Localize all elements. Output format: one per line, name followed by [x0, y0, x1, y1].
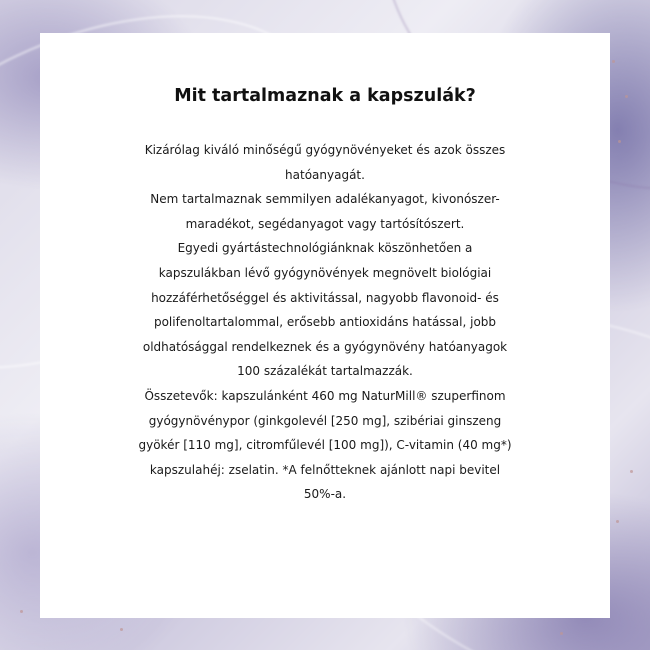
body-line: Nem tartalmaznak semmilyen adalékanyagot, kivonószer-: [150, 192, 500, 207]
body-line: maradékot, segédanyagot vagy tartósítószert.: [185, 216, 465, 231]
card-body: [46, 138, 604, 507]
body-line: gyógynövénypor (ginkgolevél [250 mg], szibériai ginszeng: [148, 413, 502, 428]
body-line: 100 százalékát tartalmazzák.: [237, 364, 413, 379]
glitter-dot: [616, 520, 619, 523]
info-card: [40, 33, 610, 618]
glitter-dot: [20, 610, 23, 613]
body-line: Kizárólag kiváló minőségű gyógynövényeket és azok összes: [144, 143, 506, 157]
body-line: kapszulahéj: zselatin. *A felnőtteknek ajánlott napi bevitel: [149, 462, 501, 477]
card-title: Mit tartalmaznak a kapszulák?: [174, 86, 476, 106]
body-line: hatóanyagát.: [285, 167, 365, 182]
glitter-dot: [630, 470, 633, 473]
body-line: Egyedi gyártástechnológiánknak köszönhetően a: [177, 241, 473, 256]
glitter-dot: [625, 95, 628, 98]
glitter-dot: [560, 632, 563, 635]
body-line: Összetevők: kapszulánként 460 mg NaturMill® szuperfinom: [144, 388, 506, 403]
glitter-dot: [612, 60, 615, 63]
body-line: gyökér [110 mg], citromfűlevél [100 mg]), C-vitamin (40 mg*): [138, 438, 512, 453]
body-line: hozzáférhetőséggel és aktivitással, nagyobb flavonoid- és: [151, 290, 499, 305]
body-line: 50%-a.: [303, 487, 347, 502]
glitter-dot: [120, 628, 123, 631]
glitter-dot: [618, 140, 621, 143]
body-line: oldhatósággal rendelkeznek és a gyógynövény hatóanyagok: [142, 339, 508, 354]
body-line: polifenoltartalommal, erősebb antioxidáns hatással, jobb: [153, 315, 497, 330]
body-line: kapszulákban lévő gyógynövények megnövelt biológiai: [158, 265, 492, 280]
